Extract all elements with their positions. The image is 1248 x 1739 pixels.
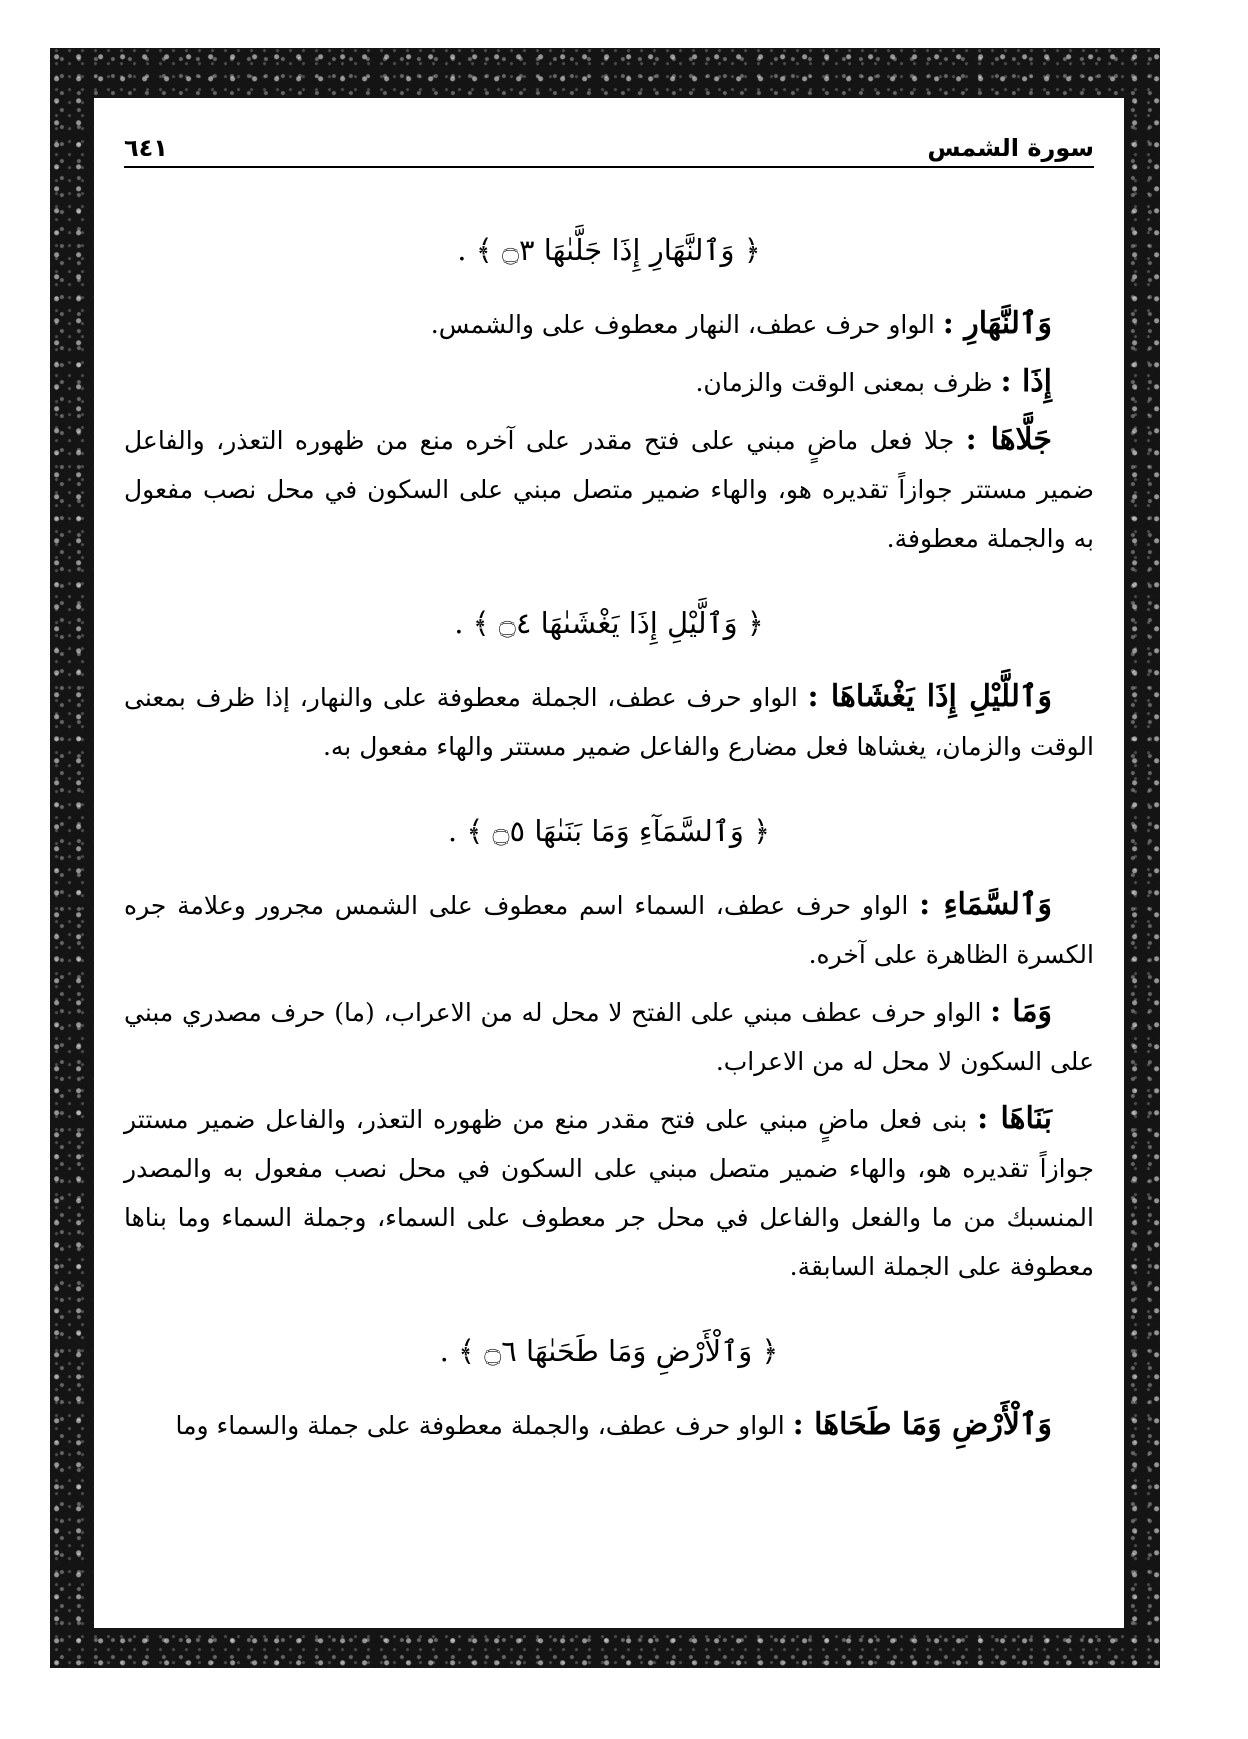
section <box>124 1327 1094 1450</box>
paragraph <box>124 1094 1094 1291</box>
paragraph <box>124 880 1094 979</box>
term: وَٱلنَّهَارِ : <box>942 306 1052 341</box>
term: وَٱلسَّمَاءِ : <box>919 887 1052 922</box>
paragraph <box>124 299 1094 349</box>
term: وَٱلْأَرْضِ وَمَا طَحَاهَا : <box>792 1407 1052 1442</box>
verse: ﴿ وَٱلنَّهَارِ إِذَا جَلَّىٰهَا ۝٣ ﴾ . <box>457 233 761 267</box>
explanation: الواو حرف عطف، الجملة معطوفة على والنهار، إذا ظرف بمعنى الوقت والزمان، يغشاها فعل مضارع والفاعل ضمير مستتر والهاء مفعول به. <box>124 683 1094 761</box>
page <box>94 98 1124 1628</box>
paragraph <box>124 672 1094 771</box>
paragraph <box>124 1400 1094 1450</box>
section <box>124 226 1094 563</box>
term: بَنَاهَا : <box>977 1101 1052 1136</box>
explanation: الواو حرف عطف، السماء اسم معطوف على الشمس مجرور وعلامة جره الكسرة الظاهرة على آخره. <box>124 891 1094 969</box>
paragraph <box>124 987 1094 1086</box>
explanation: الواو حرف عطف مبني على الفتح لا محل له من الاعراب، (ما) حرف مصدري مبني على السكون لا محل له من الاعراب. <box>124 998 1094 1076</box>
page-header <box>124 120 1094 168</box>
surah-title: سورة الشمس <box>927 134 1094 162</box>
page-number: ٦٤١ <box>124 134 168 162</box>
term: إِذَا : <box>1000 364 1052 399</box>
page-content <box>124 218 1094 1458</box>
explanation: الواو حرف عطف، النهار معطوف على والشمس. <box>430 310 943 339</box>
term: وَٱللَّيْلِ إِذَا يَغْشَاهَا : <box>807 679 1052 714</box>
paragraph <box>124 357 1094 407</box>
verse: ﴿ وَٱلَّيْلِ إِذَا يَغْشَىٰهَا ۝٤ ﴾ . <box>454 606 764 640</box>
section <box>124 599 1094 771</box>
explanation: جلا فعل ماضٍ مبني على فتح مقدر على آخره منع من ظهوره التعذر، والفاعل ضمير مستتر جوازاً تقديره هو، والهاء ضمير متصل مبني على السكون في محل نصب مفعول به والجملة معطوفة. <box>124 426 1094 553</box>
section <box>124 807 1094 1291</box>
verse: ﴿ وَٱلسَّمَآءِ وَمَا بَنَىٰهَا ۝٥ ﴾ . <box>447 814 771 848</box>
term: وَمَا : <box>990 994 1053 1029</box>
explanation: بنى فعل ماضٍ مبني على فتح مقدر منع من ظهوره التعذر، والفاعل ضمير مستتر جوازاً تقديره هو، والهاء ضمير متصل مبني على السكون في محل نصب مفعول به والمصدر المنسبك من ما والفعل والفاعل في محل جر معطوف على السماء، وجملة السماء وما بناها معطوفة على الجملة السابقة. <box>124 1105 1094 1281</box>
term: جَلَّاهَا : <box>965 422 1052 457</box>
paragraph <box>124 415 1094 563</box>
verse: ﴿ وَٱلْأَرْضِ وَمَا طَحَىٰهَا ۝٦ ﴾ . <box>439 1334 779 1368</box>
explanation: الواو حرف عطف، والجملة معطوفة على جملة والسماء وما <box>175 1411 793 1440</box>
explanation: ظرف بمعنى الوقت والزمان. <box>695 368 1001 397</box>
